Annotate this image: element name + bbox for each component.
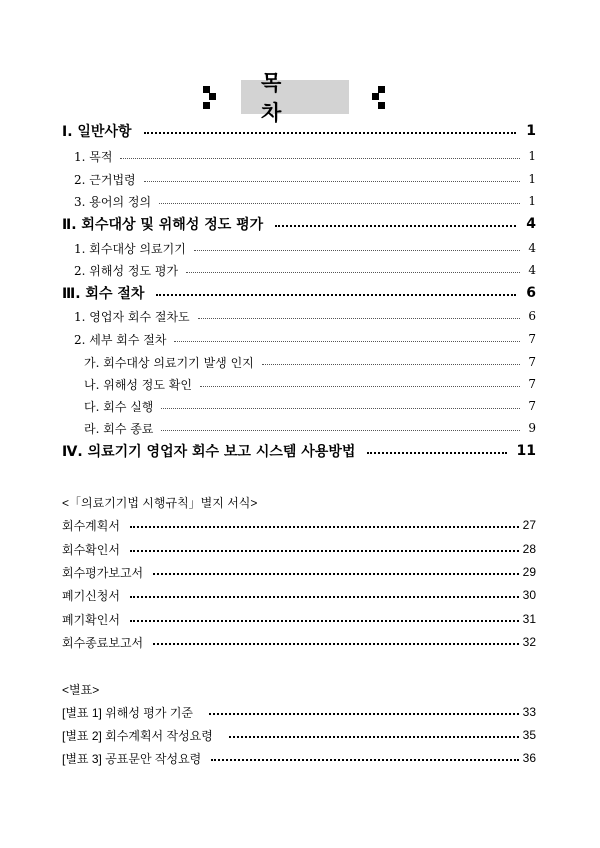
- dot-leader: [229, 736, 519, 738]
- form-page: 30: [522, 588, 536, 602]
- dot-leader: [367, 452, 506, 454]
- toc-label: 1. 목적: [74, 149, 113, 164]
- dot-leader: [198, 318, 521, 319]
- appendix-heading: <별표>: [62, 683, 100, 697]
- form-item[interactable]: [62, 633, 536, 651]
- toc-label: 다. 회수 실행: [84, 399, 154, 414]
- toc-label: 1. 영업자 회수 절차도: [74, 309, 190, 324]
- dot-leader: [161, 408, 520, 409]
- decor-square: [203, 86, 210, 93]
- toc-label: 3. 용어의 정의: [74, 194, 152, 209]
- dot-leader: [144, 132, 517, 134]
- toc-page: 1: [528, 172, 536, 186]
- toc-page: 7: [528, 377, 536, 391]
- toc-item[interactable]: [74, 329, 536, 349]
- toc-label: 2. 근거법령: [74, 172, 136, 187]
- dot-leader: [211, 759, 518, 761]
- toc-page: 7: [528, 355, 536, 369]
- toc-label: 나. 위해성 정도 확인: [84, 377, 192, 392]
- dot-leader: [200, 386, 520, 387]
- dot-leader: [159, 203, 520, 204]
- toc-label: 가. 회수대상 의료기기 발생 인지: [84, 355, 254, 370]
- page-title: 목 차: [261, 71, 302, 125]
- toc-item[interactable]: [74, 306, 536, 326]
- dot-leader: [262, 364, 521, 365]
- toc-page: 6: [528, 309, 536, 323]
- toc-label: Ⅳ. 의료기기 영업자 회수 보고 시스템 사용방법: [62, 444, 356, 460]
- form-label: 회수확인서: [62, 542, 120, 557]
- toc-label: 2. 위해성 정도 평가: [74, 263, 179, 278]
- toc-section-2[interactable]: [62, 214, 536, 234]
- form-item[interactable]: [62, 610, 536, 628]
- form-label: 회수종료보고서: [62, 635, 144, 650]
- toc-page: 1: [528, 194, 536, 208]
- dot-leader: [120, 158, 520, 159]
- toc-item[interactable]: [74, 260, 536, 280]
- form-label: 폐기확인서: [62, 612, 120, 627]
- dot-leader: [194, 250, 521, 251]
- toc-label: Ⅰ. 일반사항: [62, 124, 132, 140]
- dot-leader: [130, 596, 519, 598]
- toc-label: 2. 세부 회수 절차: [74, 332, 167, 347]
- toc-item[interactable]: [74, 191, 536, 211]
- form-item[interactable]: [62, 586, 536, 604]
- decor-square: [378, 86, 385, 93]
- toc-subitem[interactable]: [84, 352, 536, 372]
- toc-item[interactable]: [74, 238, 536, 258]
- dot-leader: [130, 620, 519, 622]
- toc-page: 4: [528, 241, 536, 255]
- dot-leader: [144, 181, 521, 182]
- dot-leader: [275, 225, 516, 227]
- decor-square: [209, 93, 216, 100]
- toc-page: 7: [528, 399, 536, 413]
- toc-page: 9: [528, 421, 536, 435]
- form-label: 회수계획서: [62, 518, 120, 533]
- toc-label: 라. 회수 종료: [84, 421, 154, 436]
- dot-leader: [130, 526, 519, 528]
- toc-item[interactable]: [74, 146, 536, 166]
- toc-page: 1: [528, 149, 536, 163]
- toc-section-1[interactable]: [62, 121, 536, 141]
- toc-label: Ⅱ. 회수대상 및 위해성 정도 평가: [62, 217, 264, 233]
- toc-title-block: [203, 71, 385, 125]
- dot-leader: [156, 294, 516, 296]
- toc-page: 4: [526, 216, 536, 232]
- decor-square: [378, 102, 385, 109]
- appendix-label: [별표 2] 회수계획서 작성요령: [62, 728, 213, 743]
- appendix-item[interactable]: [62, 726, 536, 744]
- form-item[interactable]: [62, 563, 536, 581]
- toc-title-box: [241, 71, 349, 125]
- appendix-page: 36: [522, 751, 536, 765]
- form-label: 회수평가보고서: [62, 565, 144, 580]
- form-item[interactable]: [62, 516, 536, 534]
- toc-page: 1: [526, 123, 536, 139]
- toc-page: 7: [528, 332, 536, 346]
- appendix-item[interactable]: [62, 749, 536, 767]
- dot-leader: [153, 643, 518, 645]
- toc-item[interactable]: [74, 169, 536, 189]
- decor-square: [372, 93, 379, 100]
- toc-label: Ⅲ. 회수 절차: [62, 286, 145, 302]
- dot-leader: [174, 341, 520, 342]
- form-page: 32: [522, 635, 536, 649]
- form-page: 31: [522, 612, 536, 626]
- appendix-label: [별표 3] 공표문안 작성요령: [62, 751, 202, 766]
- form-item[interactable]: [62, 540, 536, 558]
- toc-page: 6: [526, 285, 536, 301]
- forms-heading: <「의료기기법 시행규칙」별지 서식>: [62, 496, 258, 510]
- toc-label: 1. 회수대상 의료기기: [74, 241, 186, 256]
- toc-section-4[interactable]: [62, 441, 536, 461]
- toc-page: 11: [516, 443, 536, 459]
- form-label: 폐기신청서: [62, 588, 120, 603]
- form-page: 27: [522, 518, 536, 532]
- toc-subitem[interactable]: [84, 418, 536, 438]
- appendix-page: 35: [522, 728, 536, 742]
- form-page: 29: [522, 565, 536, 579]
- form-page: 28: [522, 542, 536, 556]
- toc-section-3[interactable]: [62, 283, 536, 303]
- dot-leader: [186, 272, 520, 273]
- toc-page: 4: [528, 263, 536, 277]
- appendix-label: [별표 1] 위해성 평가 기준: [62, 705, 194, 720]
- appendix-item[interactable]: [62, 703, 536, 721]
- dot-leader: [161, 430, 520, 431]
- dot-leader: [209, 713, 519, 715]
- dot-leader: [130, 550, 519, 552]
- decor-square: [203, 102, 210, 109]
- toc-subitem[interactable]: [84, 374, 536, 394]
- appendix-page: 33: [522, 705, 536, 719]
- dot-leader: [153, 573, 518, 575]
- toc-subitem[interactable]: [84, 396, 536, 416]
